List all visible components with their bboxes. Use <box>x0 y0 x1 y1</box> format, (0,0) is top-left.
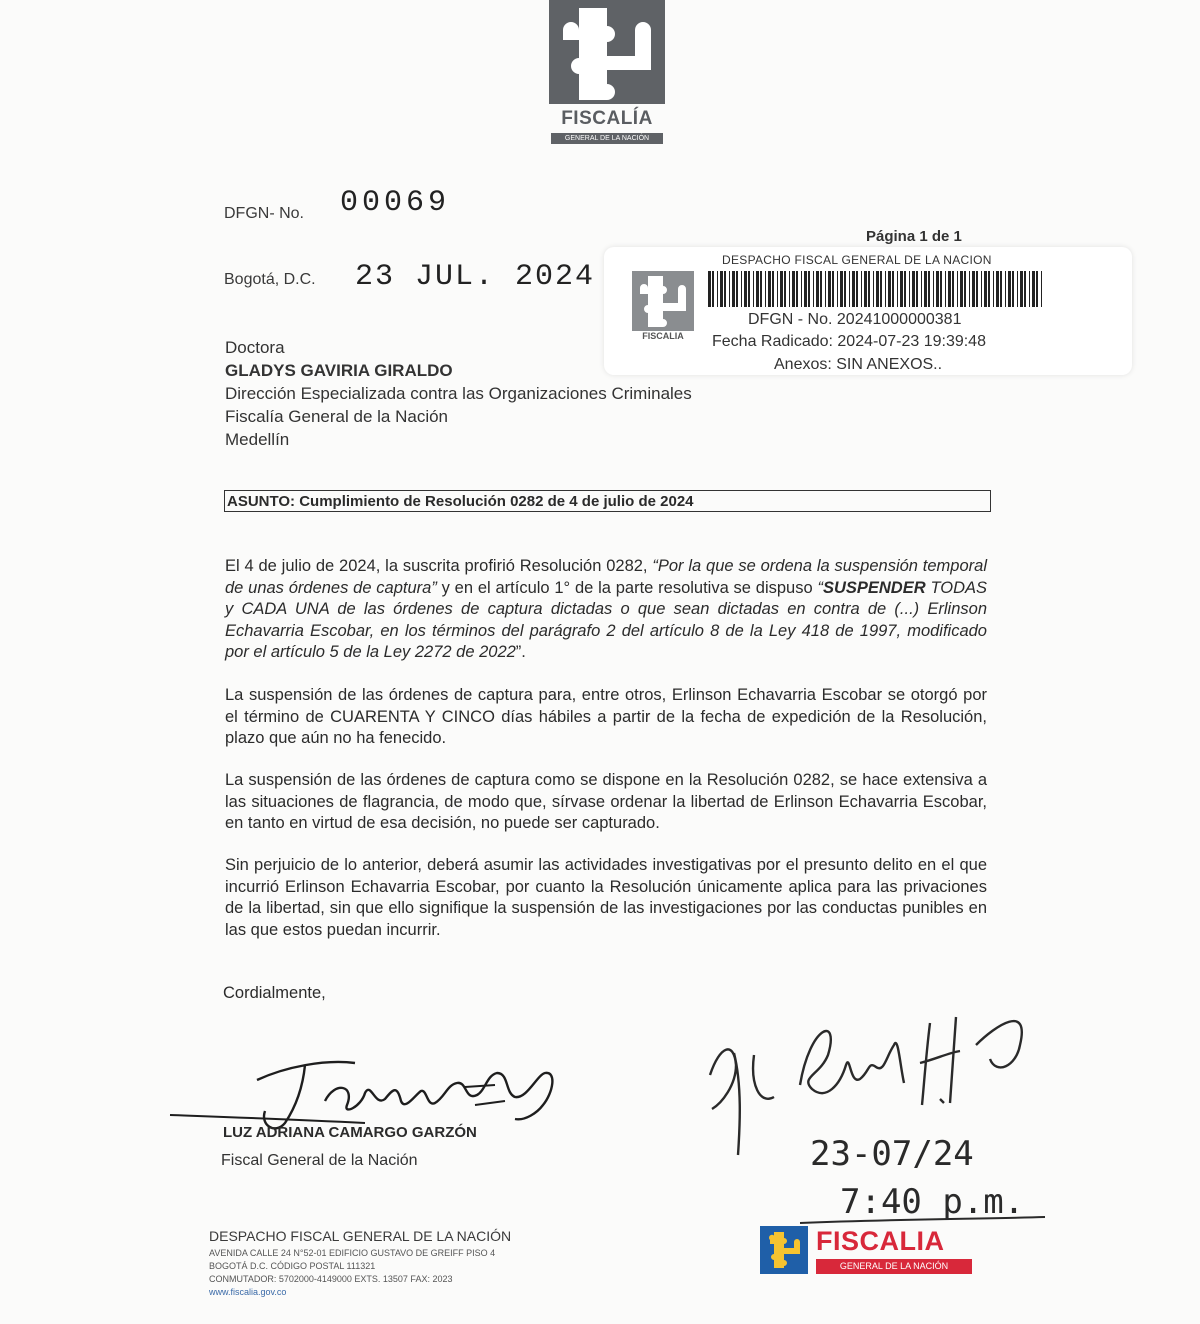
received-date: 23-07/24 <box>810 1134 974 1174</box>
doc-date: 23 JUL. 2024 <box>355 260 596 294</box>
puzzle-logo-icon <box>549 0 665 104</box>
recipient-salutation: Doctora <box>225 338 285 357</box>
recipient-institution: Fiscalía General de la Nación <box>225 407 449 426</box>
p1-quote-2: TODAS y CADA UNA de las órdenes de captura dictadas o que sean dictadas en contra de (...) Erlinson Echavarria Escobar, en los términos del parágrafo 2 del artículo 8 de la Ley 418 de 1997, modificado por el artículo 5 de la Ley 2272 de 2022 <box>225 578 987 661</box>
recipient-office: Dirección Especializada contra las Organizaciones Criminales <box>225 384 692 403</box>
footer-office: DESPACHO FISCAL GENERAL DE LA NACIÓN <box>209 1228 512 1244</box>
stamp-anexos: Anexos: SIN ANEXOS.. <box>774 356 943 373</box>
barcode-icon <box>708 271 1044 307</box>
p1-close: ”. <box>515 643 526 661</box>
doc-number-label: DFGN- No. <box>224 205 304 222</box>
signer-title: Fiscal General de la Nación <box>221 1152 418 1169</box>
body-paragraph-4: Sin perjuicio de lo anterior, deberá asumir las actividades investigativas por el presunto delito en el que incurrió Erlinson Echavarria Escobar, por cuanto la Resolución únicamente aplica para las privaciones de la libertad, sin que ello signifique la suspensión de las investigaciones por las conductas punibles en las que estos puedan incurrir. <box>225 856 987 939</box>
recipient-block <box>225 336 692 451</box>
stamp-header: DESPACHO FISCAL GENERAL DE LA NACION <box>722 253 992 267</box>
body-paragraph-1 <box>225 556 987 664</box>
stamp-dfgn: DFGN - No. 20241000000381 <box>748 311 962 328</box>
p1-quote-1: “Por la que se ordena la suspensión temporal de unas órdenes de captura” <box>225 557 987 597</box>
signer-name: LUZ ADRIANA CAMARGO GARZÓN <box>223 1124 477 1141</box>
p1-suspender: SUSPENDER <box>822 578 926 597</box>
footer-website: www.fiscalia.gov.co <box>209 1287 287 1297</box>
body-paragraph-3: La suspensión de las órdenes de captura como se dispone en la Resolución 0282, se hace extensiva a las situaciones de flagrancia, de modo que, sírvase ordenar la libertad de Erlinson Echavarria Escobar, en tanto en virtud de esa decisión, no puede ser capturado. <box>225 771 987 832</box>
footer-phone: CONMUTADOR: 5702000-4149000 EXTS. 13507 FAX: 2023 <box>209 1274 453 1284</box>
colombia-shield-icon <box>760 1226 808 1274</box>
logo-subtitle: GENERAL DE LA NACIÓN <box>551 133 663 144</box>
city-label: Bogotá, D.C. <box>224 271 316 288</box>
fiscalia-logo <box>549 0 665 152</box>
body-paragraph-2: La suspensión de las órdenes de captura para, entre otros, Erlinson Echavarria Escobar se otorgó por el término de CUARENTA Y CINCO días hábiles a partir de la fecha de expedición de la Resolución, plazo que aún no ha fenecido. <box>225 686 987 747</box>
p1-text-a: El 4 de julio de 2024, la suscrita profirió Resolución 0282, <box>225 557 653 575</box>
recipient-city: Medellín <box>225 430 290 449</box>
recipient-name: GLADYS GAVIRIA GIRALDO <box>225 361 453 380</box>
footer-brand <box>760 1226 974 1278</box>
closing: Cordialmente, <box>223 984 326 1002</box>
p1-open-quote: “ <box>817 578 823 597</box>
footer-address-1: AVENIDA CALLE 24 N°52-01 EDIFICIO GUSTAVO DE GREIFF PISO 4 <box>209 1248 496 1258</box>
received-time: 7:40 p.m. <box>840 1182 1025 1222</box>
p1-text-c: y en el artículo 1° de la parte resolutiva se dispuso <box>436 578 818 597</box>
footer-address-2: BOGOTÁ D.C. CÓDIGO POSTAL 111321 <box>209 1261 376 1271</box>
doc-number-value: 00069 <box>340 186 451 220</box>
handwritten-receipt-icon <box>700 1005 1050 1235</box>
logo-name: FISCALÍA <box>561 108 653 129</box>
footer-brand-name: FISCALIA <box>816 1226 945 1256</box>
stamp-puzzle-icon <box>632 271 694 331</box>
page-indicator: Página 1 de 1 <box>866 228 962 245</box>
subject-box: ASUNTO: Cumplimiento de Resolución 0282 de 4 de julio de 2024 <box>224 490 991 512</box>
stamp-logo-text: FISCALIA <box>642 331 684 341</box>
stamp-fecha: Fecha Radicado: 2024-07-23 19:39:48 <box>712 333 986 350</box>
footer-brand-sub: GENERAL DE LA NACIÓN <box>816 1259 972 1274</box>
